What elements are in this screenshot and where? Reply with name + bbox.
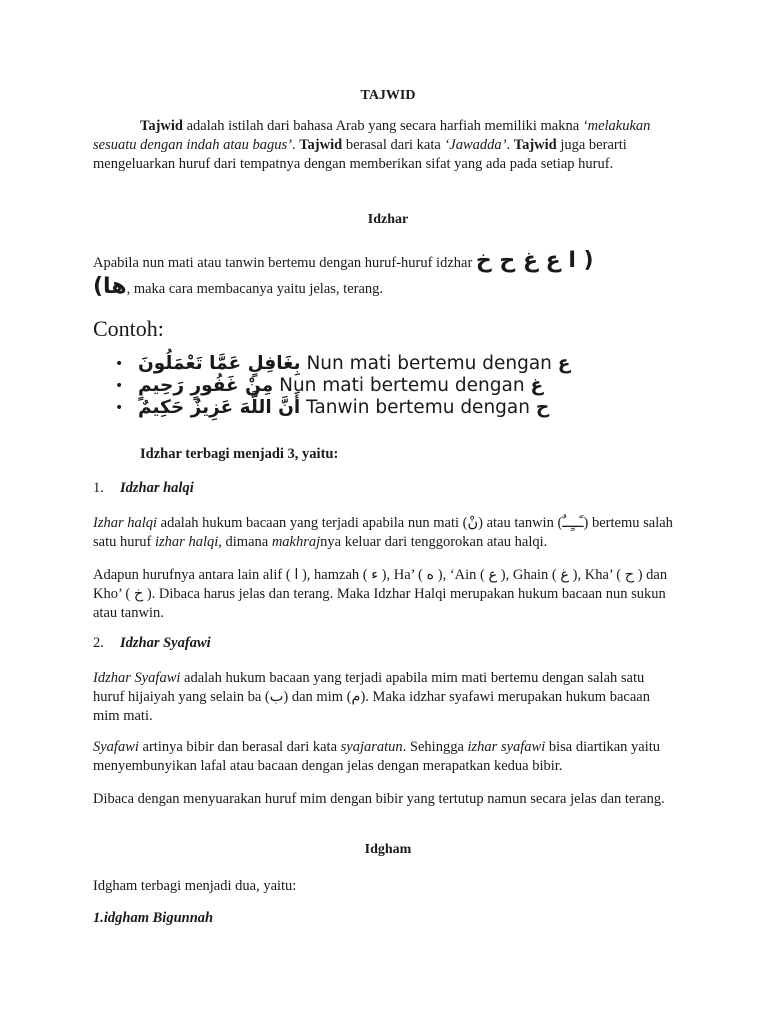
idgham-bigunnah-heading (93, 909, 679, 928)
tajwid-origin: ‘Jawadda’ (444, 137, 507, 153)
example-letter: ح (535, 397, 550, 418)
intro-paragraph (93, 117, 679, 174)
document-title: TAJWID (360, 88, 416, 103)
example-letter: ع (557, 353, 571, 374)
list-number: 2. (93, 635, 104, 651)
body-text: adalah hukum bacaan yang terjadi apabila mim mati bertemu dengan salah satu huruf hijaiyah yang selain ba (ب) dan mim (م). Maka idzhar syafawi merupakan hukum bacaan mim mati. (93, 670, 650, 724)
term: izhar halqi (155, 534, 219, 550)
example-letter: غ (530, 375, 544, 396)
syafawi-paragraph-2 (93, 738, 679, 776)
syafawi-paragraph-1 (93, 669, 679, 726)
term: izhar syafawi (467, 739, 546, 755)
halqi-paragraph-1 (93, 514, 679, 552)
idgham-heading: Idgham (364, 842, 412, 857)
halqi-heading (93, 480, 194, 497)
intro-text: . (291, 137, 300, 153)
syafawi-heading (93, 635, 211, 652)
term: Izhar halqi (93, 515, 158, 531)
body-text: artinya bibir dan berasal dari kata (138, 739, 341, 755)
halqi-heading-text: Idzhar halqi (120, 480, 194, 496)
idzhar-definition-tail: , maka cara membacanya yaitu jelas, terang. (126, 281, 384, 297)
halqi-paragraph-2: Adapun hurufnya antara lain alif ( ا ), hamzah ( ء ), Ha’ ( ه ), ‘Ain ( ع ), Ghain ( غ ), Kha’ ( ح ) dan Kho’ ( خ ). Dibaca harus jelas dan terang. Maka Idzhar Halqi merupakan hukum bacaan nun sukun atau tanwin. (93, 567, 668, 621)
intro-text: berasal dari kata (342, 137, 445, 153)
body-text: nya keluar dari tenggorokan atau halqi. (320, 534, 548, 550)
body-text: . Sehingga (402, 739, 468, 755)
contoh-label: Contoh: (93, 316, 164, 341)
term: syajaratun (340, 739, 403, 755)
bullet: • (115, 378, 124, 394)
list-number: 1. (93, 480, 104, 496)
example-arabic: أَنَّ اللَّهَ عَزِيزٌ حَكِيمٌ (138, 397, 301, 418)
term-tajwid: Tajwid (513, 137, 557, 153)
term-tajwid: Tajwid (140, 118, 183, 134)
idzhar-heading: Idzhar (367, 212, 409, 227)
syafawi-heading-text: Idzhar Syafawi (120, 635, 211, 651)
examples-list (93, 353, 693, 419)
idzhar-definition (93, 248, 679, 300)
intro-text: juga berarti mengeluarkan huruf dari tempatnya dengan memberikan sifat yang ada pada setiap huruf. (93, 137, 627, 172)
term-tajwid: Tajwid (299, 137, 343, 153)
syafawi-paragraph-3: Dibaca dengan menyuarakan huruf mim dengan bibir yang tertutup namun secara jelas dan terang. (93, 791, 665, 807)
idgham-intro: Idgham terbagi menjadi dua, yaitu: (93, 878, 297, 894)
body-text: , dimana (218, 534, 272, 550)
intro-text: adalah istilah dari bahasa Arab yang secara harfiah memiliki makna (182, 118, 583, 134)
idzhar-letters-ha: ها) (93, 274, 127, 299)
intro-text: . (506, 137, 514, 153)
idzhar-division: Idzhar terbagi menjadi 3, yaitu: (140, 446, 339, 462)
example-arabic: بِغَافِلٍ عَمَّا تَعْمَلُونَ (138, 353, 301, 374)
example-text: Tanwin bertemu dengan (300, 397, 536, 418)
term: Idzhar Syafawi (93, 670, 181, 686)
tajwid-meaning: ‘melakukan sesuatu dengan indah atau bagus’ (93, 118, 651, 153)
example-item (93, 353, 693, 375)
example-text: Nun mati bertemu dengan (273, 375, 531, 396)
bullet: • (115, 356, 124, 372)
example-arabic: مِنْ غَفُورٍ رَحِيمٍ (138, 375, 274, 396)
idzhar-definition-text: Apabila nun mati atau tanwin bertemu dengan huruf-huruf idzhar (93, 255, 476, 271)
idzhar-letters: ( ا ع غ ح خ (475, 248, 594, 273)
bullet: • (115, 400, 124, 416)
idgham-bigunnah-text: 1.idgham Bigunnah (93, 910, 214, 926)
body-text: bisa diartikan yaitu menyembunyikan lafal atau bacaan dengan jelas dengan merapatkan kedua bibir. (93, 739, 661, 774)
term: Syafawi (93, 739, 139, 755)
example-item (93, 375, 693, 397)
example-item (93, 397, 693, 419)
term: makhraj (271, 534, 321, 550)
body-text: adalah hukum bacaan yang terjadi apabila nun mati (نْ) atau tanwin (ـًــٍــٌ) bertemu salah satu huruf (93, 515, 673, 550)
example-text: Nun mati bertemu dengan (300, 353, 558, 374)
